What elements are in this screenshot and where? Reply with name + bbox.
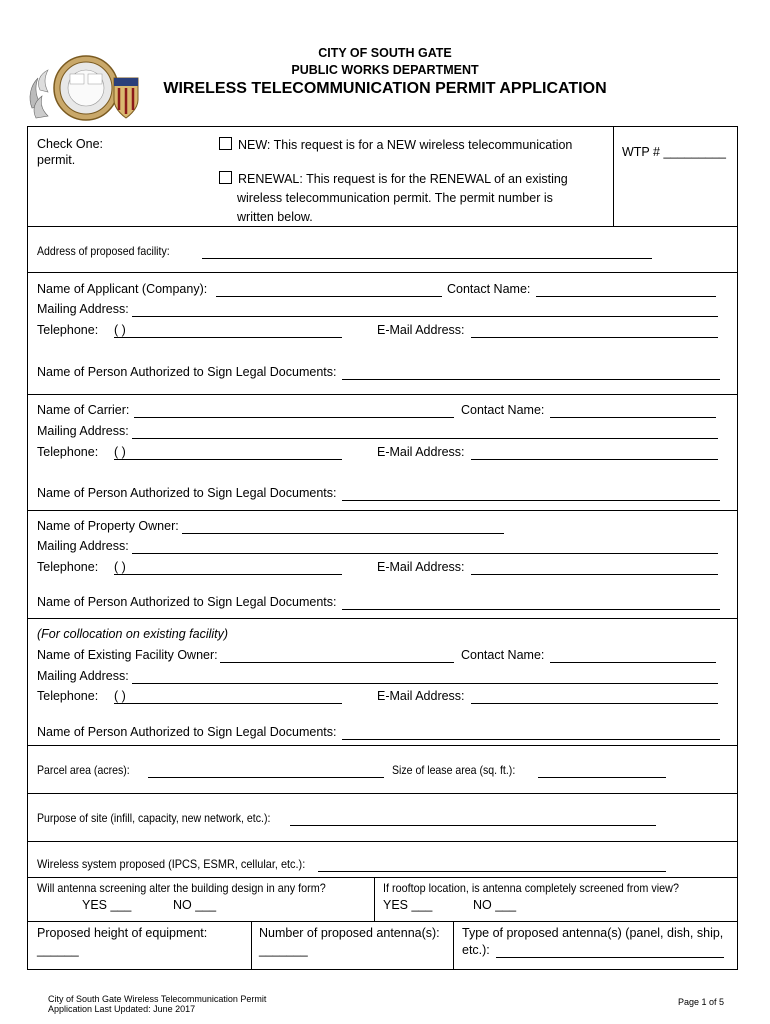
applicant-name-label: Name of Applicant (Company): [37,282,208,296]
applicant-mailing-input[interactable] [132,305,718,317]
city-name: CITY OF SOUTH GATE [318,46,452,60]
screening-section [27,878,738,922]
collocation-note: (For collocation on existing facility) [37,627,229,641]
owner-section [27,511,738,619]
carrier-telephone-label: Telephone: [37,445,99,459]
carrier-mailing-input[interactable] [132,427,718,439]
rooftop-question: If rooftop location, is antenna completely screened from view? [383,881,679,895]
applicant-telephone-label: Telephone: [37,323,99,337]
owner-telephone-input[interactable] [114,563,342,575]
footer-updated: Application Last Updated: June 2017 [48,1004,196,1014]
applicant-contact-input[interactable] [536,285,716,297]
owner-authorized-label: Name of Person Authorized to Sign Legal Documents: [37,595,337,609]
height-label: Proposed height of equipment: [37,926,208,940]
wireless-system-label: Wireless system proposed (IPCS, ESMR, cellular, etc.): [37,857,306,871]
lease-area-input[interactable] [538,766,666,778]
purpose-section [27,794,738,842]
applicant-email-input[interactable] [471,326,718,338]
applicant-telephone-paren: ( ) [114,323,126,337]
check-section [27,126,738,227]
applicant-contact-label: Contact Name: [447,282,531,296]
antenna-count-label: Number of proposed antenna(s): [259,926,440,940]
facility-contact-label: Contact Name: [461,648,545,662]
applicant-name-input[interactable] [216,285,442,297]
antenna-count-input[interactable]: _______ [259,943,308,957]
renewal-checkbox[interactable] [219,171,232,184]
new-option [219,137,572,152]
carrier-contact-input[interactable] [550,406,716,418]
owner-email-input[interactable] [471,563,718,575]
carrier-telephone-input[interactable] [114,448,342,460]
carrier-contact-label: Contact Name: [461,403,545,417]
owner-email-label: E-Mail Address: [377,560,465,574]
footer-doc-title: City of South Gate Wireless Telecommunication Permit [48,994,267,1004]
owner-mailing-label: Mailing Address: [37,539,129,553]
renewal-option [219,171,568,186]
new-checkbox[interactable] [219,137,232,150]
facility-telephone-input[interactable] [114,692,342,704]
address-section [27,227,738,273]
owner-mailing-input[interactable] [132,542,718,554]
screening-question: Will antenna screening alter the building design in any form? [37,881,326,895]
renewal-option-text: RENEWAL: This request is for the RENEWAL of an existing [238,172,568,186]
facility-email-label: E-Mail Address: [377,689,465,703]
rooftop-yes[interactable]: YES ___ [383,898,433,912]
antenna-type-input[interactable] [496,946,724,958]
carrier-name-input[interactable] [134,406,454,418]
renewal-line-3: written below. [237,210,313,224]
carrier-section [27,395,738,511]
carrier-name-label: Name of Carrier: [37,403,130,417]
owner-authorized-input[interactable] [342,598,720,610]
owner-name-input[interactable] [182,522,504,534]
facility-owner-input[interactable] [220,651,454,663]
applicant-email-label: E-Mail Address: [377,323,465,337]
wireless-system-input[interactable] [318,860,666,872]
owner-telephone-paren: ( ) [114,560,126,574]
facility-authorized-input[interactable] [342,728,720,740]
owner-name-label: Name of Property Owner: [37,519,179,533]
parcel-area-label: Parcel area (acres): [37,763,130,777]
facility-mailing-input[interactable] [132,672,718,684]
parcel-area-input[interactable] [148,766,384,778]
address-label: Address of proposed facility: [37,244,170,258]
carrier-email-input[interactable] [471,448,718,460]
address-input[interactable] [202,247,652,259]
height-input[interactable]: ______ [37,943,79,957]
carrier-authorized-input[interactable] [342,489,720,501]
wtp-number-field[interactable]: WTP # _________ [622,145,727,159]
rooftop-no[interactable]: NO ___ [473,898,517,912]
lease-area-label: Size of lease area (sq. ft.): [392,763,516,777]
department-name: PUBLIC WORKS DEPARTMENT [291,63,479,77]
check-one-label: Check One: [37,137,104,151]
applicant-authorized-label: Name of Person Authorized to Sign Legal Documents: [37,365,337,379]
facility-mailing-label: Mailing Address: [37,669,129,683]
owner-telephone-label: Telephone: [37,560,99,574]
facility-contact-input[interactable] [550,651,716,663]
screening-no[interactable]: NO ___ [173,898,217,912]
applicant-section [27,273,738,395]
facility-telephone-paren: ( ) [114,689,126,703]
collocation-section [27,619,738,746]
facility-telephone-label: Telephone: [37,689,99,703]
antenna-type-label: Type of proposed antenna(s) (panel, dish, ship, [462,926,724,940]
purpose-input[interactable] [290,814,656,826]
permit-label: permit. [37,153,76,167]
page-title: WIRELESS TELECOMMUNICATION PERMIT APPLICATION [163,80,607,97]
facility-authorized-label: Name of Person Authorized to Sign Legal Documents: [37,725,337,739]
facility-owner-label: Name of Existing Facility Owner: [37,648,218,662]
antenna-type-label-2: etc.): [462,943,490,957]
applicant-telephone-input[interactable] [114,326,342,338]
carrier-email-label: E-Mail Address: [377,445,465,459]
renewal-line-2: wireless telecommunication permit. The permit number is [237,191,553,205]
applicant-authorized-input[interactable] [342,368,720,380]
wireless-section [27,842,738,878]
carrier-authorized-label: Name of Person Authorized to Sign Legal Documents: [37,486,337,500]
carrier-telephone-paren: ( ) [114,445,126,459]
purpose-label: Purpose of site (infill, capacity, new network, etc.): [37,811,271,825]
equipment-section [27,922,738,970]
page-number: Page 1 of 5 [678,997,725,1007]
new-option-text: NEW: This request is for a NEW wireless telecommunication [238,138,573,152]
carrier-mailing-label: Mailing Address: [37,424,129,438]
parcel-section [27,746,738,794]
applicant-mailing-label: Mailing Address: [37,302,129,316]
screening-yes[interactable]: YES ___ [82,898,132,912]
facility-email-input[interactable] [471,692,718,704]
